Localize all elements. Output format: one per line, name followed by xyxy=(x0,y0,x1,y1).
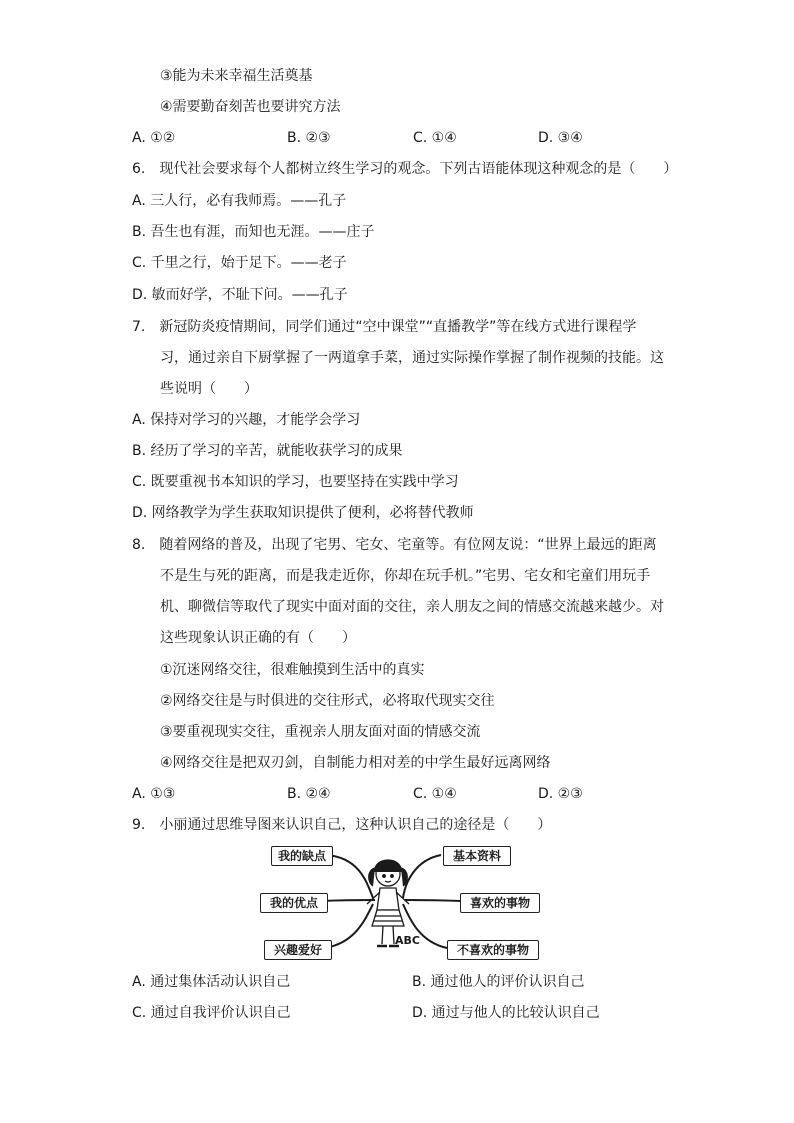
mindmap-node-strength: 我的优点 xyxy=(260,893,328,913)
q8-item-1: ①沉迷网络交往，很难触摸到生活中的真实 xyxy=(160,662,425,678)
q9-option-a: A. 通过集体活动认识自己 xyxy=(132,974,291,990)
q7-option-b: B. 经历了学习的辛苦，就能收获学习的成果 xyxy=(132,443,403,459)
q8-option-a: A. ①③ xyxy=(132,786,176,802)
q7-stem-line-1: 7. 新冠防炎疫情期间，同学们通过“空中课堂”“直播教学”等在线方式进行课程学 xyxy=(132,319,637,335)
q8-stem-line-4: 这些现象认识正确的有（ ） xyxy=(160,630,356,646)
mindmap-node-hobbies: 兴趣爱好 xyxy=(264,940,332,960)
q6-option-c: C. 千里之行，始于足下。——老子 xyxy=(132,255,347,271)
q5-option-a: A. ①② xyxy=(132,130,176,146)
q7-stem-line-3: 些说明（ ） xyxy=(160,381,258,397)
q8-option-c: C. ①④ xyxy=(413,786,457,802)
mindmap-node-weakness: 我的缺点 xyxy=(271,846,333,866)
q7-option-c: C. 既要重视书本知识的学习，也要坚持在实践中学习 xyxy=(132,474,459,490)
q5-item-3: ③能为未来幸福生活奠基 xyxy=(160,68,313,84)
mindmap-node-dislikes: 不喜欢的事物 xyxy=(447,940,539,960)
q8-option-b: B. ②④ xyxy=(287,786,331,802)
q8-stem-line-3: 机、聊微信等取代了现实中面对面的交往，亲人朋友之间的情感交流越来越少。对 xyxy=(160,599,664,615)
q9-option-b: B. 通过他人的评价认识自己 xyxy=(412,974,585,990)
mindmap-node-basic-info: 基本资料 xyxy=(443,846,511,866)
mindmap-node-likes: 喜欢的事物 xyxy=(460,893,540,913)
q6-option-a: A. 三人行，必有我师焉。——孔子 xyxy=(132,193,347,209)
q5-option-d: D. ③④ xyxy=(538,130,583,146)
q7-option-a: A. 保持对学习的兴趣，才能学会学习 xyxy=(132,412,361,428)
q8-option-d: D. ②③ xyxy=(538,786,583,802)
q8-stem-line-2: 不是生与死的距离，而是我走近你，你却在玩手机。”宅男、宅女和宅童们用玩手 xyxy=(160,568,651,584)
q5-item-4: ④需要勤奋刻苦也要讲究方法 xyxy=(160,99,341,115)
q9-option-d: D. 通过与他人的比较认识自己 xyxy=(412,1005,600,1021)
q8-item-4: ④网络交往是把双刃剑，自制能力相对差的中学生最好远离网络 xyxy=(160,755,551,771)
q8-stem-line-1: 8. 随着网络的普及，出现了宅男、宅女、宅童等。有位网友说：“世界上最远的距离 xyxy=(132,537,657,553)
q8-item-3: ③要重视现实交往，重视亲人朋友面对面的情感交流 xyxy=(160,724,481,740)
q6-option-d: D. 敏而好学，不耻下问。——孔子 xyxy=(132,287,348,303)
q6-stem: 6. 现代社会要求每个人都树立终生学习的观念。下列古语能体现这种观念的是（ ） xyxy=(132,161,678,177)
q9-option-c: C. 通过自我评价认识自己 xyxy=(132,1005,291,1021)
q7-stem-line-2: 习，通过亲自下厨掌握了一两道拿手菜，通过实际操作掌握了制作视频的技能。这 xyxy=(160,350,664,366)
q6-option-b: B. 吾生也有涯，而知也无涯。——庄子 xyxy=(132,224,375,240)
q7-option-d: D. 网络教学为学生获取知识提供了便利，必将替代教师 xyxy=(132,505,474,521)
abc-scribble-icon: ABC xyxy=(395,934,420,947)
q9-stem: 9. 小丽通过思维导图来认识自己，这种认识自己的途径是（ ） xyxy=(132,817,552,833)
q5-option-c: C. ①④ xyxy=(413,130,457,146)
q8-item-2: ②网络交往是与时俱进的交往形式，必将取代现实交往 xyxy=(160,693,495,709)
q5-option-b: B. ②③ xyxy=(287,130,331,146)
